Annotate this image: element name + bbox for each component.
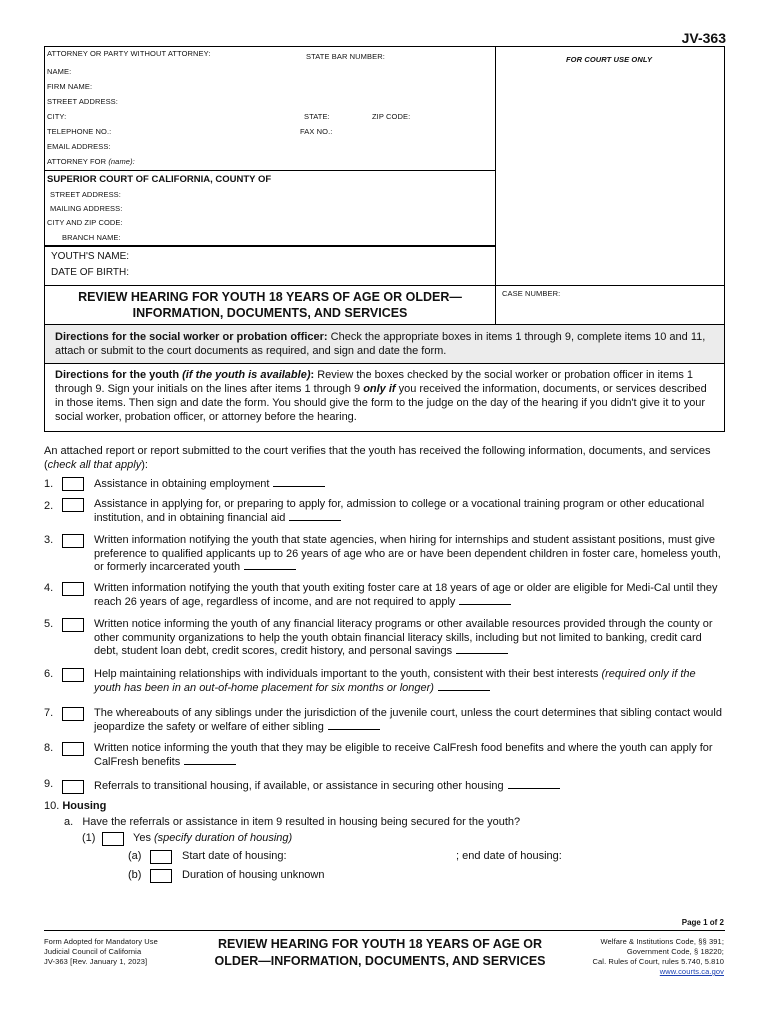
case-number-label[interactable]: CASE NUMBER: xyxy=(502,289,561,298)
court-street-label[interactable]: STREET ADDRESS: xyxy=(50,190,121,199)
court-use-label: FOR COURT USE ONLY xyxy=(566,55,653,64)
housing-option-1-number: (1) xyxy=(82,832,96,844)
housing-sub-b-number: (b) xyxy=(128,869,142,881)
street-address-label[interactable]: STREET ADDRESS: xyxy=(47,97,118,106)
housing-question: a. Have the referrals or assistance in item 9 resulted in housing being secured for the youth? xyxy=(64,816,521,828)
attorney-header: ATTORNEY OR PARTY WITHOUT ATTORNEY: xyxy=(47,49,211,58)
court-use-box xyxy=(495,46,725,286)
zip-label[interactable]: ZIP CODE: xyxy=(372,112,411,121)
initials-line[interactable] xyxy=(456,645,508,654)
form-number: JV-363 xyxy=(681,30,726,46)
checkbox-item-2[interactable] xyxy=(62,498,84,512)
checkbox-housing-start-date[interactable] xyxy=(150,850,172,864)
initials-line[interactable] xyxy=(459,596,511,605)
footer-divider xyxy=(44,930,725,931)
initials-line[interactable] xyxy=(244,561,296,570)
checkbox-item-4[interactable] xyxy=(62,582,84,596)
checkbox-item-5[interactable] xyxy=(62,618,84,632)
checkbox-item-3[interactable] xyxy=(62,534,84,548)
firm-name-label[interactable]: FIRM NAME: xyxy=(47,82,93,91)
attorney-name-label[interactable]: NAME: xyxy=(47,67,72,76)
checkbox-item-6[interactable] xyxy=(62,668,84,682)
court-city-zip-label[interactable]: CITY AND ZIP CODE: xyxy=(47,218,123,227)
checkbox-item-1[interactable] xyxy=(62,477,84,491)
fax-label[interactable]: FAX NO.: xyxy=(300,127,333,136)
initials-line[interactable] xyxy=(184,756,236,765)
court-title: SUPERIOR COURT OF CALIFORNIA, COUNTY OF xyxy=(47,174,272,185)
youth-name-label[interactable]: YOUTH'S NAME: xyxy=(51,251,130,262)
initials-line[interactable] xyxy=(508,780,560,789)
attorney-box xyxy=(44,46,496,170)
court-mailing-label[interactable]: MAILING ADDRESS: xyxy=(50,204,123,213)
date-of-birth-label[interactable]: DATE OF BIRTH: xyxy=(51,267,129,278)
checkbox-housing-unknown[interactable] xyxy=(150,869,172,883)
initials-line[interactable] xyxy=(273,478,325,487)
housing-sub-a-number: (a) xyxy=(128,850,142,862)
attorney-for-label[interactable]: ATTORNEY FOR (name): xyxy=(47,157,135,166)
state-label[interactable]: STATE: xyxy=(304,112,330,121)
housing-yes-label: Yes (specify duration of housing) xyxy=(133,832,293,844)
footer-adopted: Form Adopted for Mandatory Use Judicial Council of California JV-363 [Rev. January 1, 2023] xyxy=(44,937,158,966)
telephone-label[interactable]: TELEPHONE NO.: xyxy=(47,127,112,136)
footer-references: Welfare & Institutions Code, §§ 391; Government Code, § 18220; Cal. Rules of Court, rules 5.740, 5.810 www.courts.ca.gov xyxy=(592,937,724,976)
city-label[interactable]: CITY: xyxy=(47,112,67,121)
form-title: REVIEW HEARING FOR YOUTH 18 YEARS OF AGE OR OLDER— INFORMATION, DOCUMENTS, AND SERVICES xyxy=(78,290,462,320)
court-branch-label[interactable]: BRANCH NAME: xyxy=(62,233,121,242)
email-label[interactable]: EMAIL ADDRESS: xyxy=(47,142,111,151)
page-number: Page 1 of 2 xyxy=(681,918,724,927)
directions-worker: Directions for the social worker or probation officer: Check the appropriate boxes in items 1 through 9, complete items 10 and 11, attach or submit to the court documents as required, and sign and date the form. xyxy=(55,331,706,357)
checkbox-item-8[interactable] xyxy=(62,742,84,756)
housing-start-date-label: Start date of housing: xyxy=(182,850,287,862)
footer-title: REVIEW HEARING FOR YOUTH 18 YEARS OF AGE OR OLDER—INFORMATION, DOCUMENTS, AND SERVICES xyxy=(214,937,546,968)
housing-unknown-label: Duration of housing unknown xyxy=(182,869,325,881)
initials-line[interactable] xyxy=(438,682,490,691)
checkbox-item-7[interactable] xyxy=(62,707,84,721)
housing-end-date-label: ; end date of housing: xyxy=(456,850,562,862)
item-10-housing: 10. Housing xyxy=(44,800,107,812)
courts-website-link[interactable]: www.courts.ca.gov xyxy=(659,967,724,976)
intro-text: An attached report or report submitted to the court verifies that the youth has received the following information, documents, and services (check all that apply): xyxy=(44,445,711,471)
state-bar-label: STATE BAR NUMBER: xyxy=(306,52,385,61)
initials-line[interactable] xyxy=(289,512,341,521)
directions-youth: Directions for the youth (if the youth is available): Review the boxes checked by the social worker or probation officer in items 1 through 9. Sign your initials on the lines after items 1 through 9 only if you received the information, documents, or services described in those items. Then sign and date the form. You should give the form to the judge on the day of the hearing if you didn't give it to your social worker, probation officer, or attorney before the hearing. xyxy=(55,369,707,423)
initials-line[interactable] xyxy=(328,721,380,730)
checkbox-housing-yes[interactable] xyxy=(102,832,124,846)
checkbox-item-9[interactable] xyxy=(62,780,84,794)
